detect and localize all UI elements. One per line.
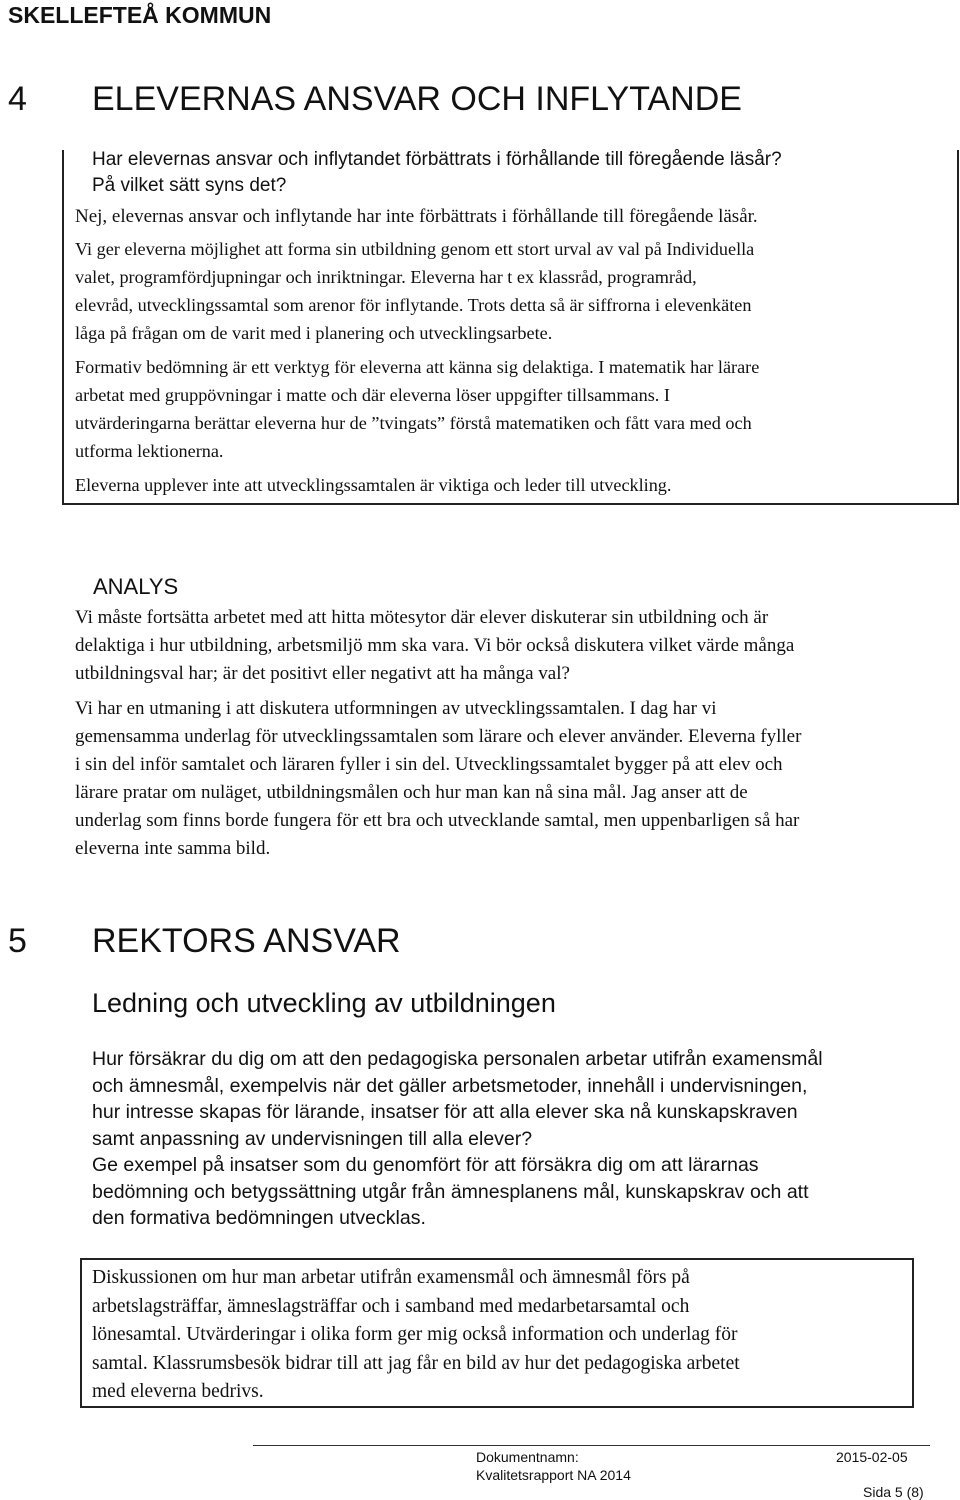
analys-heading: ANALYS (93, 574, 179, 599)
header-org: SKELLEFTEÅ KOMMUN (8, 2, 272, 28)
answer-line: elevråd, utvecklingssamtal som arenor för inflytande. Trots detta så är siffrorna i elevenkäten (75, 295, 752, 315)
analys-paragraph (75, 604, 955, 688)
analys-line: Vi måste fortsätta arbetet med att hitta mötesytor där elever diskuterar sin utbildning och är (75, 607, 769, 628)
answer-line: Nej, elevernas ansvar och inflytande har inte förbättrats i förhållande till föregående läsår. (75, 206, 758, 227)
section4-answer (75, 203, 955, 499)
answer-paragraph (75, 353, 955, 465)
footer-doc-label: Dokumentnamn: (476, 1449, 579, 1465)
question-line: hur intresse skapas för lärande, insatser för att alla elever ska nå kunskapskraven (92, 1101, 798, 1123)
answer-line: arbetslagsträffar, ämneslagsträffar och i samband med medarbetarsamtal och (92, 1295, 690, 1317)
analys-paragraph (75, 695, 955, 863)
section5-heading (8, 922, 908, 964)
answer-line: låga på frågan om de varit med i planering och utvecklingsarbete. (75, 323, 553, 343)
answer-line: samtal. Klassrumsbesök bidrar till att jag får en bild av hur det pedagogiska arbetet (92, 1352, 740, 1374)
section5-title: REKTORS ANSVAR (92, 922, 401, 960)
footer-date: 2015-02-05 (836, 1449, 908, 1465)
section5-answer (92, 1264, 912, 1407)
footer-doc-name: Kvalitetsrapport NA 2014 (476, 1467, 631, 1483)
section5-question (92, 1046, 952, 1232)
question-line: och ämnesmål, exempelvis när det gäller arbetsmetoder, innehåll i undervisningen, (92, 1074, 808, 1097)
section4-heading (8, 80, 908, 122)
footer-divider (253, 1445, 930, 1446)
analys-line: underlag som finns borde fungera för ett bra och utvecklande samtal, men uppenbarligen så har (75, 810, 800, 831)
section4-number: 4 (8, 80, 27, 118)
analys-line: eleverna inte samma bild. (75, 838, 271, 859)
answer-line: med eleverna bedrivs. (92, 1381, 264, 1402)
answer-line: arbetat med gruppövningar i matte och där eleverna löser uppgifter tillsammans. I (75, 385, 670, 405)
analys-line: utbildningsval har; är det positivt eller negativt att ha många val? (75, 663, 570, 684)
question-line: Har elevernas ansvar och inflytandet förbättrats i förhållande till föregående läsår? (92, 149, 782, 170)
analys-text (75, 604, 955, 863)
answer-line: Diskussionen om hur man arbetar utifrån examensmål och ämnesmål förs på (92, 1267, 690, 1288)
answer-line: Formativ bedömning är ett verktyg för eleverna att känna sig delaktiga. I matematik har lärare (75, 357, 760, 377)
section4-title: ELEVERNAS ANSVAR OCH INFLYTANDE (92, 80, 742, 118)
answer-line: valet, programfördjupningar och inriktningar. Eleverna har t ex klassråd, programråd, (75, 267, 697, 287)
question-line: bedömning och betygssättning utgår från ämnesplanens mål, kunskapskrav och att (92, 1180, 809, 1203)
answer-paragraph (75, 235, 955, 347)
section5-subtitle: Ledning och utveckling av utbildningen (92, 988, 556, 1018)
answer-line: Eleverna upplever inte att utvecklingssamtalen är viktiga och leder till utveckling. (75, 475, 672, 495)
question-line: Hur försäkrar du dig om att den pedagogiska personalen arbetar utifrån examensmål (92, 1048, 823, 1070)
question-line: den formativa bedömningen utvecklas. (92, 1207, 426, 1229)
section4-question (92, 147, 782, 199)
question-line: På vilket sätt syns det? (92, 175, 287, 196)
section5-number: 5 (8, 922, 27, 960)
analys-line: gemensamma underlag för utvecklingssamtalen som lärare och elever använder. Eleverna fyller (75, 726, 802, 747)
analys-line: i sin del inför samtalet och läraren fyller i sin del. Utvecklingssamtalet bygger på att elev och (75, 754, 783, 775)
analys-line: delaktiga i hur utbildning, arbetsmiljö mm ska vara. Vi bör också diskutera vilket värde många (75, 635, 795, 656)
analys-line: lärare pratar om nuläget, utbildningsmålen och hur man kan nå sina mål. Jag anser att de (75, 782, 748, 803)
footer-page: Sida 5 (8) (863, 1484, 924, 1500)
analys-line: Vi har en utmaning i att diskutera utformningen av utvecklingssamtalen. I dag har vi (75, 698, 717, 719)
question-line: samt anpassning av undervisningen till alla elever? (92, 1127, 533, 1150)
question-line: Ge exempel på insatser som du genomfört för att försäkra dig om att lärarnas (92, 1154, 759, 1176)
answer-line: utforma lektionerna. (75, 441, 224, 461)
answer-line: Vi ger eleverna möjlighet att forma sin utbildning genom ett stort urval av val på Individuella (75, 239, 755, 259)
answer-line: lönesamtal. Utvärderingar i olika form ger mig också information och underlag för (92, 1324, 738, 1345)
answer-line: utvärderingarna berättar eleverna hur de ”tvingats” förstå matematiken och fått vara med och (75, 413, 752, 433)
